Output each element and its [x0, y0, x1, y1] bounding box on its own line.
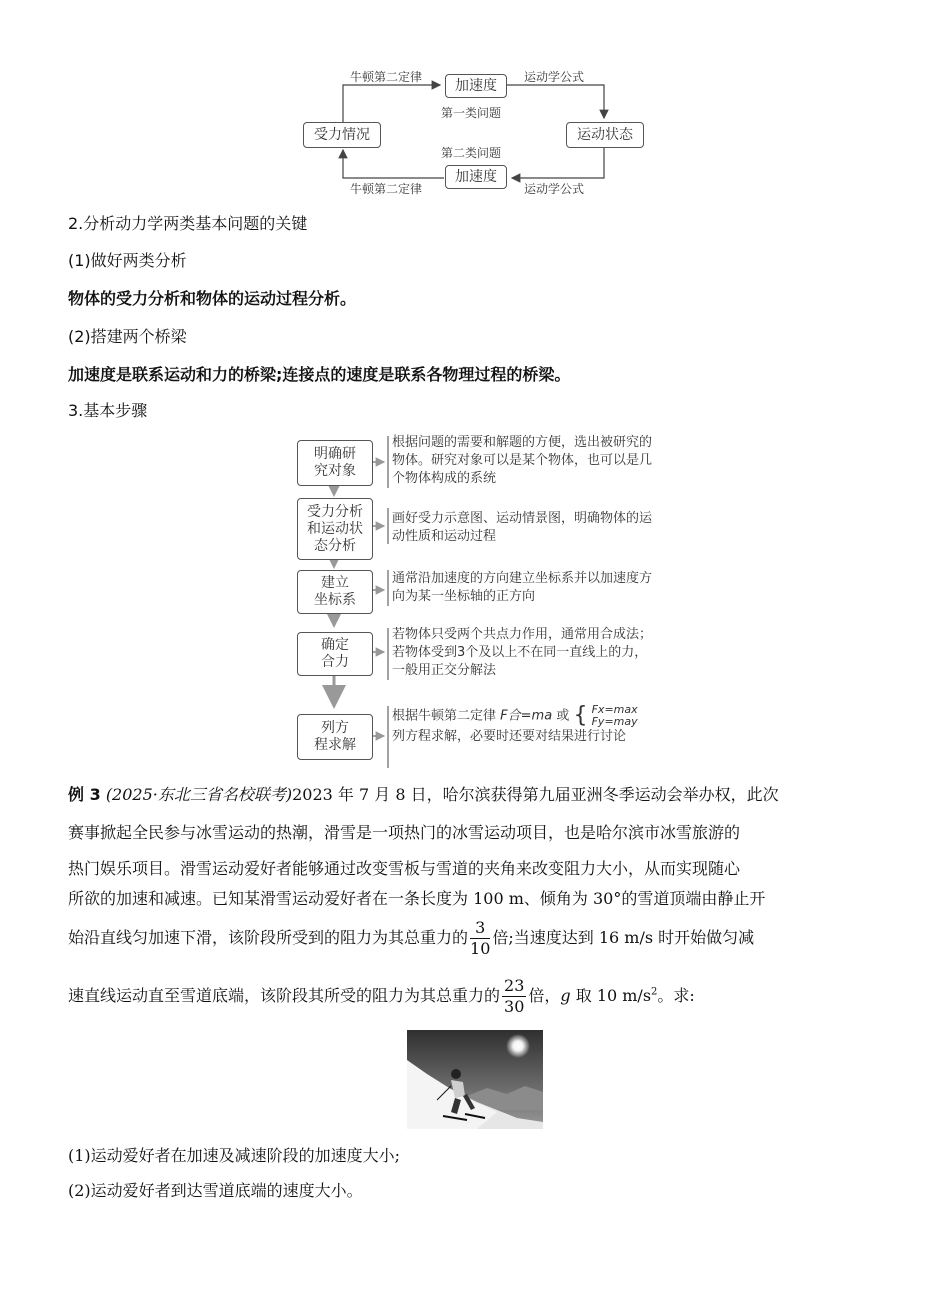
step-2-desc: 画好受力示意图、运动情景图，明确物体的运动性质和运动过程 — [392, 511, 653, 544]
step-5-or: 或 — [556, 708, 570, 724]
step-5-line2: 程求解 — [314, 737, 356, 753]
step-2-line3: 态分析 — [314, 537, 356, 554]
step-5-formula: F合=ma — [500, 708, 553, 724]
step-4-desc: 若物体只受两个共点力作用，通常用合成法；若物体受到3个及以上不在同一直线上的力，一般用正交分解法 — [392, 627, 653, 678]
example-line-1 — [68, 782, 880, 805]
example-line-5 — [68, 918, 880, 959]
accel-box-top: 加速度 — [445, 74, 507, 98]
step-5-desc-b: 列方程求解，必要时还要对结果进行讨论 — [392, 729, 627, 744]
label-kinematics-top: 运动学公式 — [524, 70, 585, 84]
skier-photo-image — [407, 1030, 543, 1129]
section-2-item1-text: 物体的受力分析和物体的运动过程分析。 — [68, 289, 357, 308]
step-box-4 — [297, 632, 373, 676]
step-1-desc: 根据问题的需要和解题的方便，选出被研究的物体。研究对象可以是某个物体，也可以是几个物体构成的系统 — [392, 435, 653, 486]
steps-flowchart — [0, 430, 950, 770]
example-line5-b: 倍;当速度达到 16 m/s 时开始做匀减 — [492, 928, 755, 947]
label-newton-top: 牛顿第二定律 — [350, 70, 423, 84]
cycle-diagram — [0, 0, 950, 200]
label-newton-bottom: 牛顿第二定律 — [350, 182, 423, 196]
step-2-line1: 受力分析 — [307, 503, 363, 520]
fraction-3-10: $\frac{3}{10}$ — [470, 918, 491, 958]
force-box: 受力情况 — [303, 122, 381, 148]
section-2-item2-title: (2)搭建两个桥梁 — [68, 327, 187, 346]
step-5-desc-a: 根据牛顿第二定律 — [392, 708, 497, 724]
example-line6-a: 速直线运动直至雪道底端，该阶段其所受的阻力为其总重力的 — [68, 986, 501, 1005]
label-kinematics-bottom: 运动学公式 — [524, 182, 585, 196]
step-1-line1: 明确研 — [314, 446, 356, 462]
step-box-1 — [297, 440, 373, 486]
skier-photo — [407, 1030, 543, 1129]
question-1: (1)运动爱好者在加速及减速阶段的加速度大小; — [68, 1146, 401, 1165]
step-box-2 — [297, 498, 373, 560]
section-2-item2-text: 加速度是联系运动和力的桥梁;连接点的速度是联系各物理过程的桥梁。 — [68, 365, 571, 384]
example-line1-rest: 2023 年 7 月 8 日，哈尔滨获得第九届亚洲冬季运动会举办权，此次 — [292, 785, 779, 804]
example-line5-a: 始沿直线匀加速下滑，该阶段所受到的阻力为其总重力的 — [68, 928, 469, 947]
label-type2: 第二类问题 — [441, 146, 502, 160]
step-4-line1: 确定 — [321, 637, 349, 653]
example-g: g — [560, 986, 571, 1005]
step-5-desc — [392, 704, 654, 746]
example-source: (2025·东北三省名校联考) — [105, 785, 293, 804]
step-3-line1: 建立 — [321, 575, 349, 591]
step-3-desc: 通常沿加速度的方向建立坐标系并以加速度方向为某一坐标轴的正方向 — [392, 571, 653, 604]
step-box-5 — [297, 714, 373, 760]
section-3-title: 3.基本步骤 — [68, 401, 148, 420]
example-line-2: 赛事掀起全民参与冰雪运动的热潮，滑雪是一项热门的冰雪运动项目，也是哈尔滨市冰雪旅游的 — [68, 823, 741, 842]
example-line6-d: 。求: — [657, 986, 695, 1005]
step-2-line2: 和运动状 — [307, 520, 363, 537]
section-2-item1-title: (1)做好两类分析 — [68, 251, 187, 270]
motion-box: 运动状态 — [566, 122, 644, 148]
step-5-brace: { — [573, 703, 588, 728]
step-4-line2: 合力 — [321, 654, 349, 670]
step-5-eq-x: Fx=max — [591, 703, 638, 716]
step-1-line2: 究对象 — [314, 463, 356, 479]
question-2: (2)运动爱好者到达雪道底端的速度大小。 — [68, 1181, 363, 1200]
example-line6-sup: 2 — [651, 986, 658, 998]
example-line6-c: 取 10 m/s — [570, 986, 652, 1005]
example-line-6 — [68, 976, 880, 1017]
example-line-3: 热门娱乐项目。滑雪运动爱好者能够通过改变雪板与雪道的夹角来改变阻力大小，从而实现随心 — [68, 859, 741, 878]
step-box-3 — [297, 570, 373, 614]
label-type1: 第一类问题 — [441, 106, 502, 120]
example-line-4: 所欲的加速和减速。已知某滑雪运动爱好者在一条长度为 100 m、倾角为 30°的雪道顶端由静止开 — [68, 889, 766, 908]
example-label: 例 3 — [68, 785, 101, 804]
accel-box-bottom: 加速度 — [445, 165, 507, 189]
step-5-line1: 列方 — [321, 720, 349, 736]
fraction-23-30: $\frac{23}{30}$ — [504, 976, 525, 1016]
step-5-eq-y: Fy=may — [591, 715, 638, 728]
step-3-line2: 坐标系 — [314, 592, 356, 608]
example-line6-b: 倍， — [528, 986, 561, 1005]
section-2-title: 2.分析动力学两类基本问题的关键 — [68, 214, 308, 233]
